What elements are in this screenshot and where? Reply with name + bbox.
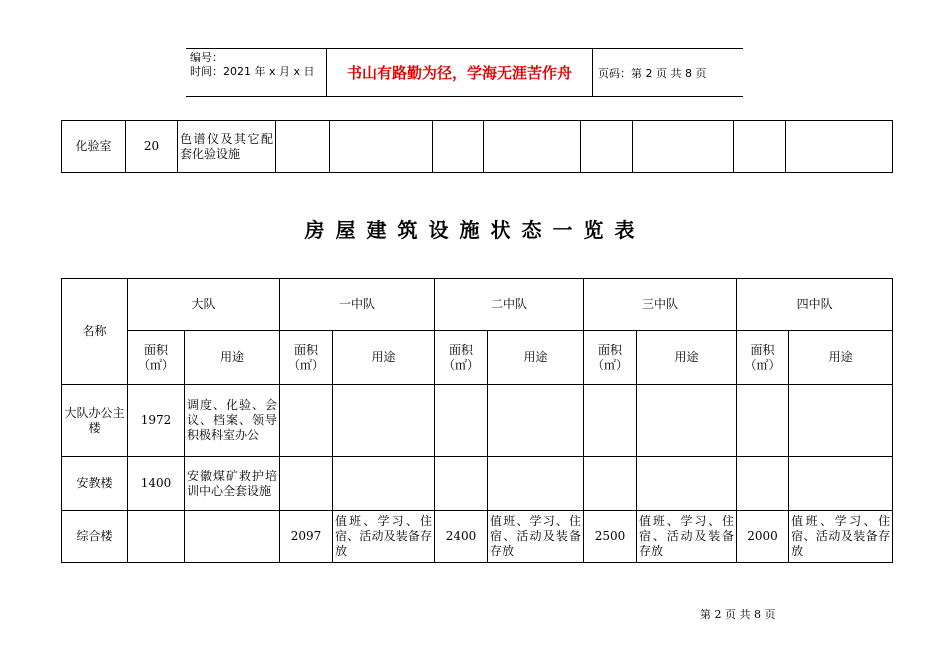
row-area xyxy=(737,385,789,457)
header-page-number: 页码：第 2 页 共 8 页 xyxy=(598,66,707,80)
row-use: 值班、学习、住宿、活动及装备存放 xyxy=(333,511,435,563)
row-area xyxy=(280,457,333,511)
building-status-table xyxy=(61,278,893,563)
header-number: 编号： xyxy=(190,51,223,64)
table-row xyxy=(62,457,893,511)
table-row xyxy=(62,121,893,173)
row-use xyxy=(488,457,584,511)
row-use: 值班、学习、住宿、活动及装备存放 xyxy=(637,511,737,563)
group-header: 四中队 xyxy=(737,279,893,331)
page-footer: 第 2 页 共 8 页 xyxy=(700,608,776,621)
row-area: 2500 xyxy=(584,511,637,563)
table-row xyxy=(62,385,893,457)
header-divider xyxy=(592,49,593,96)
group-header: 二中队 xyxy=(435,279,584,331)
row-area xyxy=(128,511,185,563)
row-use xyxy=(333,457,435,511)
table-row xyxy=(62,511,893,563)
area-header: 面积（㎡） xyxy=(584,331,637,385)
row-use: 安徽煤矿救护培训中心全套设施 xyxy=(185,457,280,511)
use-header: 用途 xyxy=(333,331,435,385)
row-use: 值班、学习、住宿、活动及装备存放 xyxy=(789,511,893,563)
table-subheader-row xyxy=(62,331,893,385)
row-use xyxy=(789,385,893,457)
row-use xyxy=(185,511,280,563)
row-name: 综合楼 xyxy=(62,511,128,563)
row-name: 化验室 xyxy=(62,121,126,173)
row-area: 1400 xyxy=(128,457,185,511)
use-header: 用途 xyxy=(637,331,737,385)
continuation-table xyxy=(61,120,893,173)
name-header: 名称 xyxy=(62,279,128,385)
group-header: 三中队 xyxy=(584,279,737,331)
row-use: 调度、化验、会议、档案、领导积极科室办公 xyxy=(185,385,280,457)
group-header: 一中队 xyxy=(280,279,435,331)
page-header xyxy=(186,48,743,97)
header-motto: 书山有路勤为径，学海无涯苦作舟 xyxy=(346,64,572,82)
use-header: 用途 xyxy=(789,331,893,385)
row-area xyxy=(584,457,637,511)
row-use xyxy=(637,457,737,511)
group-header: 大队 xyxy=(128,279,280,331)
header-time: 时间：2021 年 x 月 x 日 xyxy=(190,65,315,78)
use-header: 用途 xyxy=(488,331,584,385)
row-area xyxy=(280,385,333,457)
use-header: 用途 xyxy=(185,331,280,385)
row-name: 大队办公主楼 xyxy=(62,385,128,457)
row-use xyxy=(333,385,435,457)
row-area xyxy=(435,457,488,511)
table-header-row xyxy=(62,279,893,331)
row-area: 1972 xyxy=(128,385,185,457)
row-area xyxy=(435,385,488,457)
row-use: 值班、学习、住宿、活动及装备存放 xyxy=(488,511,584,563)
header-meta xyxy=(190,51,315,79)
row-area: 2400 xyxy=(435,511,488,563)
row-name: 安教楼 xyxy=(62,457,128,511)
row-use xyxy=(789,457,893,511)
row-use xyxy=(637,385,737,457)
row-use: 色谱仪及其它配套化验设施 xyxy=(178,121,276,173)
area-header: 面积（㎡） xyxy=(435,331,488,385)
area-header: 面积（㎡） xyxy=(128,331,185,385)
row-area: 2000 xyxy=(737,511,789,563)
area-header: 面积（㎡） xyxy=(280,331,333,385)
row-area: 20 xyxy=(126,121,178,173)
row-area: 2097 xyxy=(280,511,333,563)
row-area xyxy=(584,385,637,457)
page-title: 房屋建筑设施状态一览表 xyxy=(304,218,646,242)
row-area xyxy=(737,457,789,511)
area-header: 面积（㎡） xyxy=(737,331,789,385)
row-use xyxy=(488,385,584,457)
